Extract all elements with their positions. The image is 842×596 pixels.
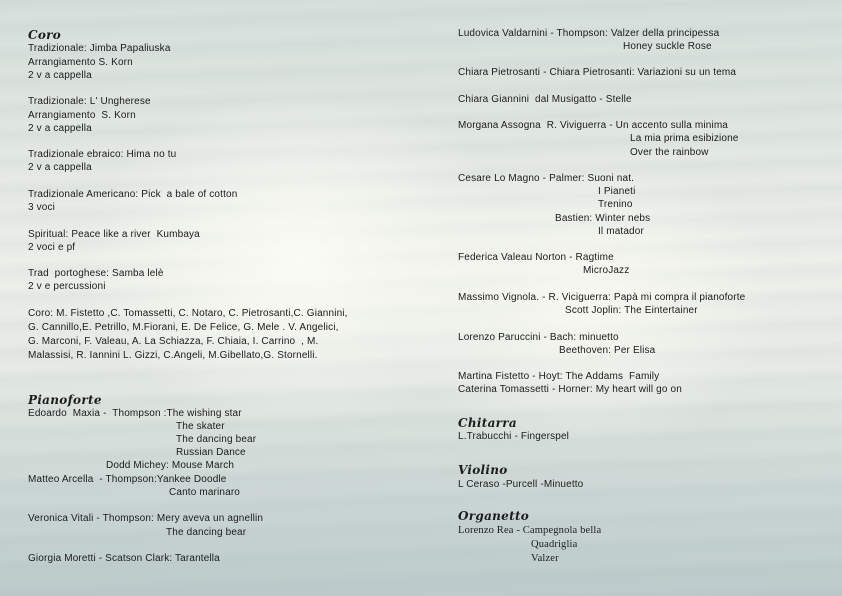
piano-line: Veronica Vitali - Thompson: Mery aveva un agnellin xyxy=(28,513,264,524)
piano-line: Canto marinaro xyxy=(169,487,241,498)
coro-line: 2 v a cappella xyxy=(28,123,92,134)
piano-line: Trenino xyxy=(598,199,633,210)
organetto-line: Lorenzo Rea - Campegnola bella xyxy=(458,525,602,536)
coro-line: 2 voci e pf xyxy=(28,242,76,253)
organetto-heading: Organetto xyxy=(458,509,530,523)
piano-line: Beethoven: Per Elisa xyxy=(559,345,656,356)
piano-line: Il matador xyxy=(598,226,644,237)
coro-heading: Coro xyxy=(28,28,62,42)
coro-members-line: Coro: M. Fistetto ,C. Tomassetti, C. Notaro, C. Pietrosanti,C. Giannini, xyxy=(28,308,348,319)
violino-line: L Ceraso -Purcell -Minuetto xyxy=(458,479,584,490)
coro-line: Spiritual: Peace like a river Kumbaya xyxy=(28,229,200,240)
coro-line: Tradizionale ebraico: Hima no tu xyxy=(28,149,177,160)
coro-line: Tradizionale: L' Ungherese xyxy=(28,96,151,107)
piano-line: I Pianeti xyxy=(598,186,636,197)
piano-line: Edoardo Maxia - Thompson :The wishing star xyxy=(28,408,242,419)
piano-line: Bastien: Winter nebs xyxy=(555,213,651,224)
coro-line: 3 voci xyxy=(28,202,56,213)
piano-line: Federica Valeau Norton - Ragtime xyxy=(458,252,614,263)
piano-line: Massimo Vignola. - R. Viciguerra: Papà mi compra il pianoforte xyxy=(458,292,746,303)
violino-heading: Violino xyxy=(458,463,508,477)
pianoforte-heading: Pianoforte xyxy=(28,393,102,407)
coro-members-line: Malassisi, R. Iannini L. Gizzi, C.Angeli, M.Gibellato,G. Stornelli. xyxy=(28,350,318,361)
piano-line: Ludovica Valdarnini - Thompson: Valzer della principessa xyxy=(458,28,720,39)
piano-line: Cesare Lo Magno - Palmer: Suoni nat. xyxy=(458,173,635,184)
coro-line: 2 v e percussioni xyxy=(28,281,106,292)
piano-line: Honey suckle Rose xyxy=(623,41,712,52)
organetto-line: Valzer xyxy=(531,553,559,564)
coro-line: Tradizionale Americano: Pick a bale of cotton xyxy=(28,189,238,200)
piano-line: Scott Joplin: The Eintertainer xyxy=(565,305,698,316)
organetto-line: Quadriglia xyxy=(531,539,578,550)
coro-line: Trad portoghese: Samba lelè xyxy=(28,268,164,279)
piano-line: Matteo Arcella - Thompson:Yankee Doodle xyxy=(28,474,227,485)
coro-members-line: G. Marconi, F. Valeau, A. La Schiazza, F. Chiaia, I. Carrino , M. xyxy=(28,336,319,347)
piano-line: Chiara Giannini dal Musigatto - Stelle xyxy=(458,94,632,105)
piano-line: Chiara Pietrosanti - Chiara Pietrosanti: Variazioni su un tema xyxy=(458,67,737,78)
piano-line: Martina Fistetto - Hoyt: The Addams Family xyxy=(458,371,660,382)
piano-line: Morgana Assogna R. Viviguerra - Un accento sulla minima xyxy=(458,120,729,131)
piano-line: Dodd Michey: Mouse March xyxy=(106,460,235,471)
piano-line: The dancing bear xyxy=(176,434,257,445)
piano-line: MicroJazz xyxy=(583,265,630,276)
coro-line: 2 v a cappella xyxy=(28,70,92,81)
chitarra-heading: Chitarra xyxy=(458,416,517,430)
coro-line: Tradizionale: Jimba Papaliuska xyxy=(28,43,171,54)
piano-line: Caterina Tomassetti - Horner: My heart will go on xyxy=(458,384,682,395)
piano-line: Russian Dance xyxy=(176,447,246,458)
coro-members-line: G. Cannillo,E. Petrillo, M.Fiorani, E. De Felice, G. Mele . V. Angelici, xyxy=(28,322,339,333)
coro-line: Arrangiamento S. Korn xyxy=(28,110,136,121)
piano-line: Lorenzo Paruccini - Bach: minuetto xyxy=(458,332,619,343)
piano-line: La mia prima esibizione xyxy=(630,133,739,144)
piano-line: The dancing bear xyxy=(166,527,247,538)
coro-line: Arrangiamento S. Korn xyxy=(28,57,133,68)
chitarra-line: L.Trabucchi - Fingerspel xyxy=(458,431,570,442)
piano-line: Giorgia Moretti - Scatson Clark: Tarantella xyxy=(28,553,220,564)
coro-line: 2 v a cappella xyxy=(28,162,92,173)
piano-line: Over the rainbow xyxy=(630,147,709,158)
piano-line: The skater xyxy=(176,421,225,432)
